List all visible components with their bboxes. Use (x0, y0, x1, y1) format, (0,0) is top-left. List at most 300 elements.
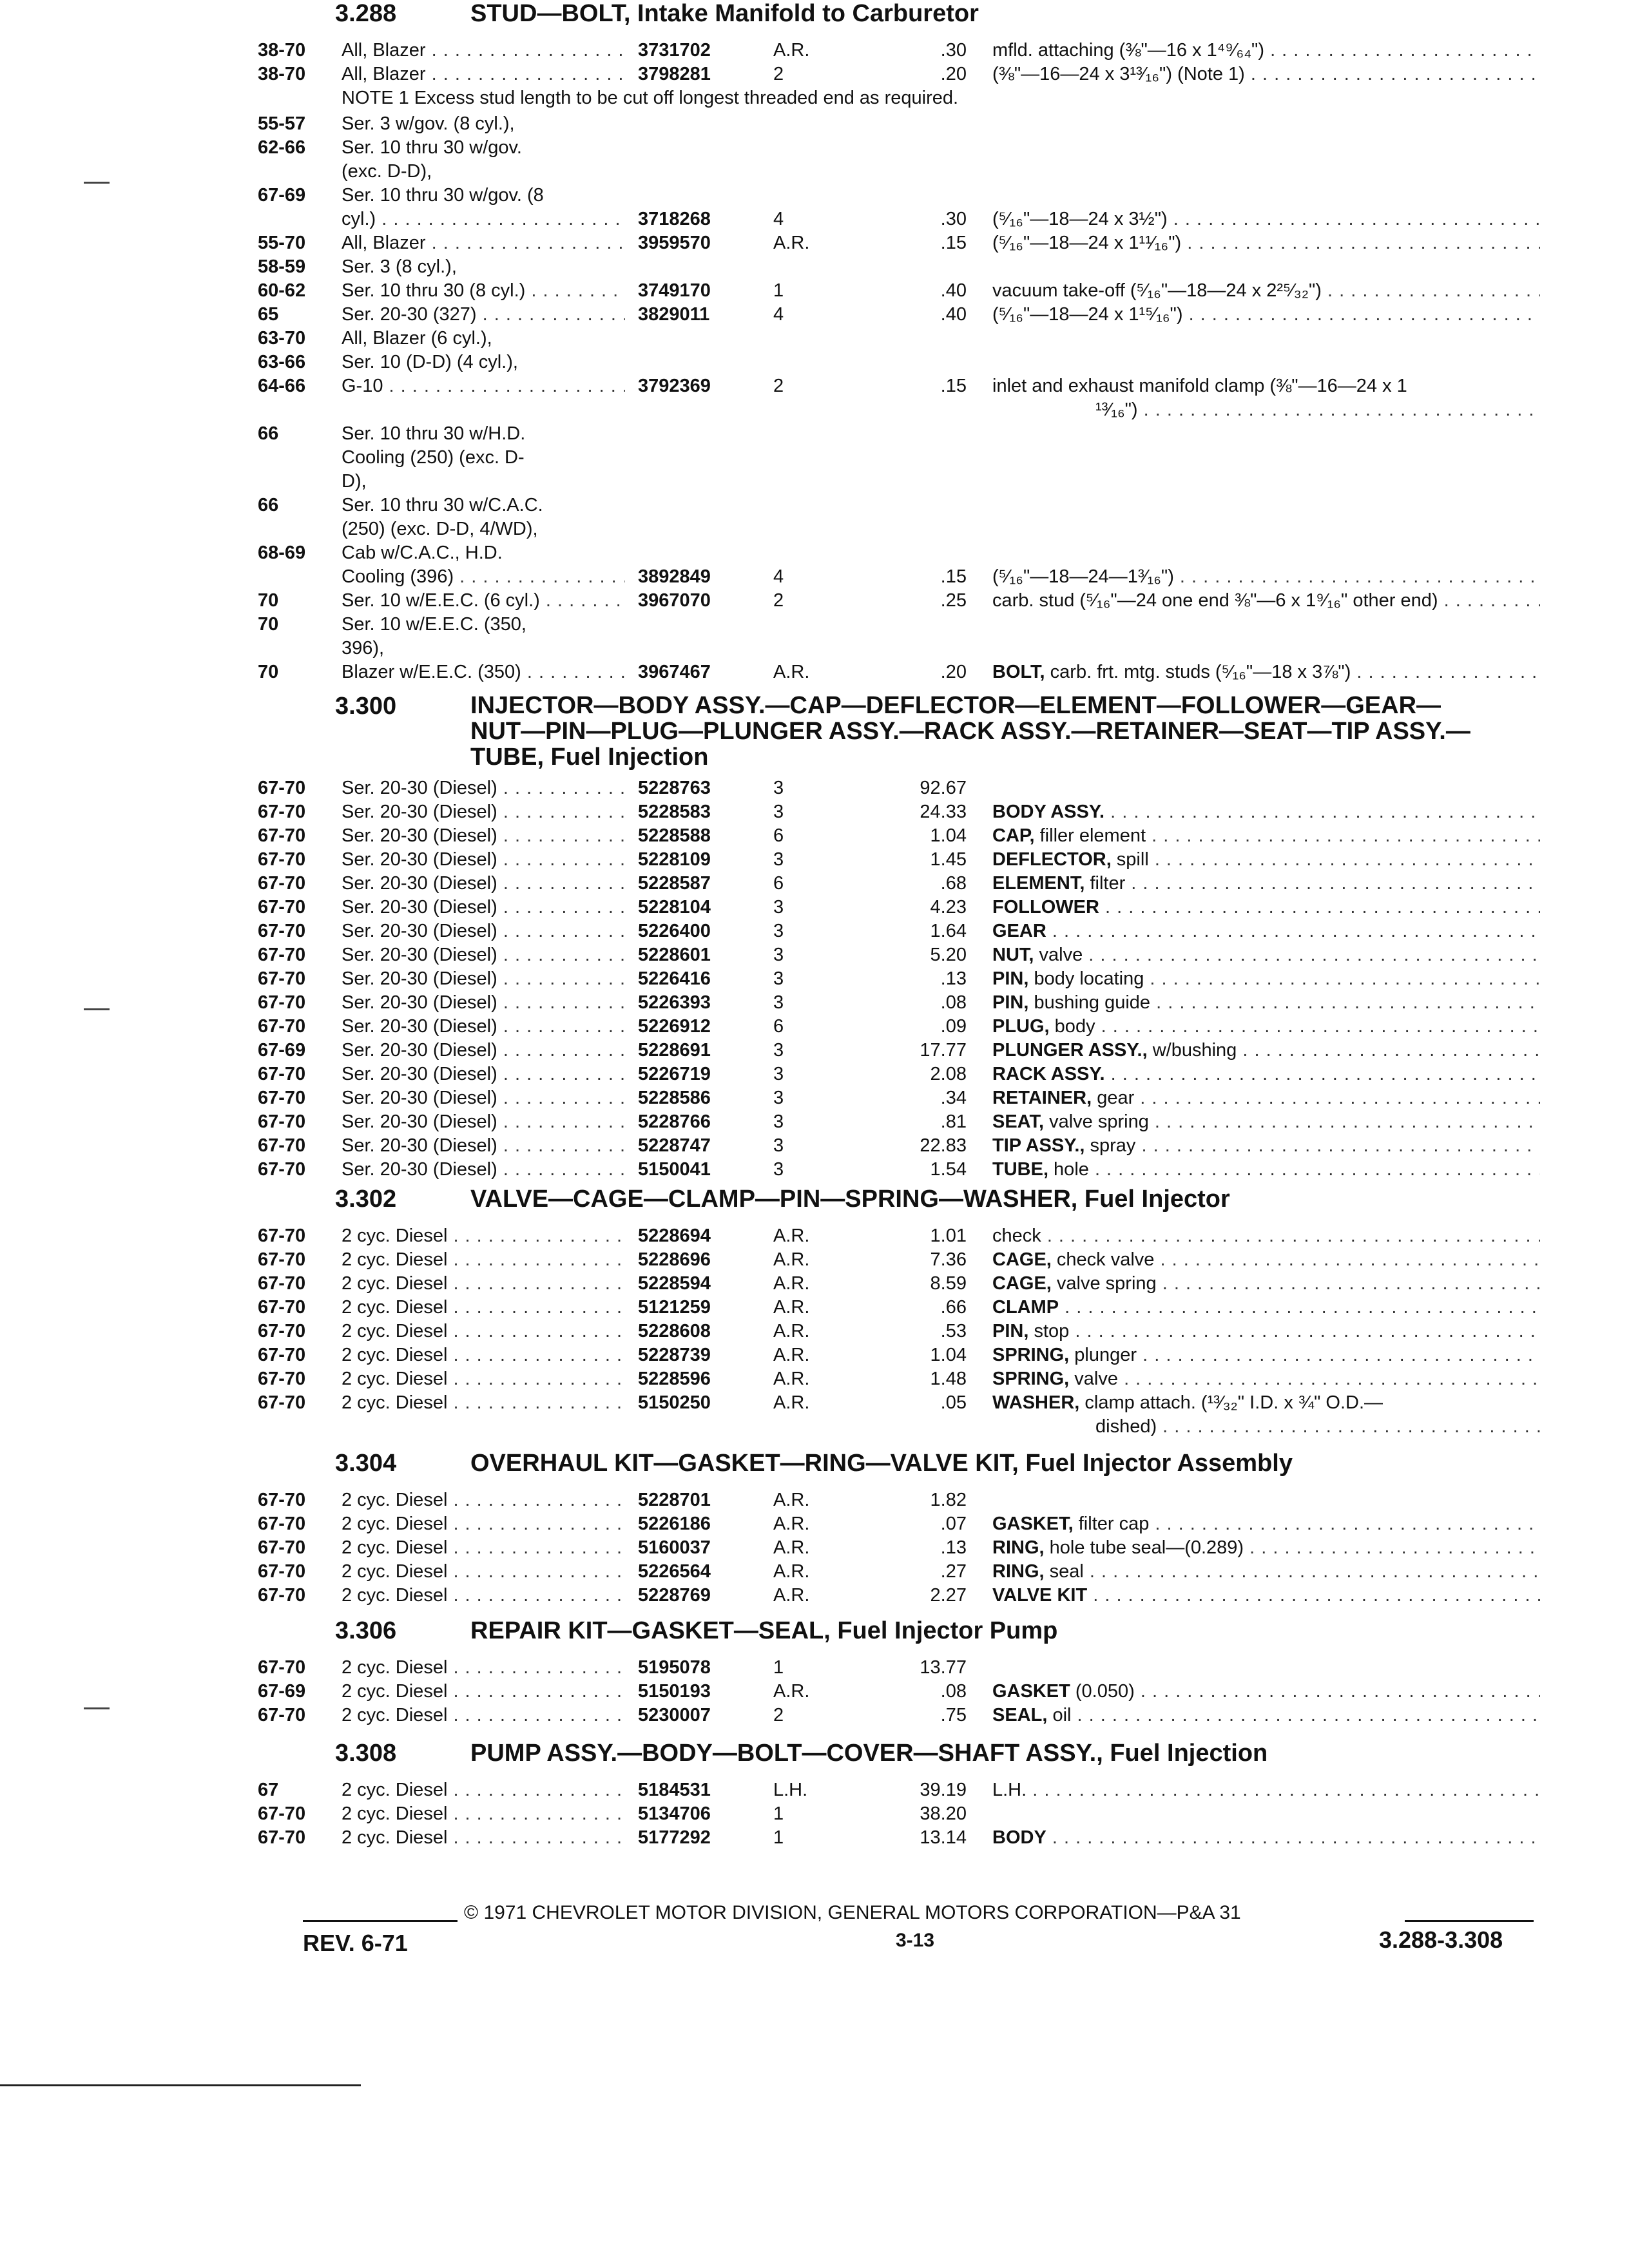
model-description: (exc. D-D), (342, 161, 432, 182)
part-number: 5177292 (638, 1827, 711, 1848)
part-row (258, 136, 1540, 160)
part-detail: filter cap (1073, 1514, 1150, 1534)
quantity: 2 (773, 64, 784, 84)
price: .53 (940, 1321, 967, 1341)
part-detail: body (1049, 1016, 1095, 1037)
part-detail: check valve (1051, 1249, 1155, 1270)
quantity: 3 (773, 1159, 784, 1180)
section-title: INJECTOR—BODY ASSY.—CAP—DEFLECTOR—ELEMENT—FOLLOWER—GEAR—NUT—PIN—PLUG—PLUNGER ASSY.—RACK ASSY.—RETAINER—SEAT—TIP ASSY.—TUBE, Fuel Injection (470, 692, 1470, 771)
part-number: 3749170 (638, 280, 711, 301)
part-row (258, 1512, 1540, 1536)
model-description: 2 cyc. Diesel . . . (342, 1778, 625, 1802)
price: 5.20 (930, 945, 967, 965)
model-description: Ser. 10 w/E.E.C. (350, (342, 614, 526, 635)
part-name: BOLT, (992, 662, 1045, 682)
model-description: Ser. 20-30 (Diesel) . . . (342, 1110, 625, 1134)
part-name: RETAINER, (992, 1088, 1092, 1108)
price: 1.54 (930, 1159, 967, 1180)
price: 1.04 (930, 1345, 967, 1365)
part-row (258, 374, 1540, 422)
part-description (992, 279, 1540, 303)
price: .13 (940, 968, 967, 989)
part-description (992, 374, 1540, 398)
part-name: WASHER, (992, 1392, 1080, 1413)
quantity: 3 (773, 802, 784, 822)
model-description: Ser. 10 w/E.E.C. (6 cyl.) . . . (342, 589, 625, 613)
part-number: 5226416 (638, 968, 711, 989)
part-detail: valve (1034, 945, 1083, 965)
model-description: 2 cyc. Diesel . . . (342, 1224, 625, 1248)
quantity: 2 (773, 590, 784, 611)
part-name: GEAR (992, 921, 1046, 941)
price: 38.20 (920, 1803, 967, 1824)
model-description: 396), (342, 638, 385, 658)
model-year: 68-69 (258, 543, 306, 563)
part-name: RING, (992, 1561, 1045, 1582)
price: 1.48 (930, 1369, 967, 1389)
price: 7.36 (930, 1249, 967, 1270)
model-year: 65 (258, 304, 279, 325)
part-name: TUBE, (992, 1159, 1048, 1180)
part-number: 5160037 (638, 1537, 711, 1558)
part-row (258, 494, 1540, 517)
part-number: 3967070 (638, 590, 711, 611)
part-row (258, 207, 1540, 231)
part-name: DEFLECTOR, (992, 849, 1112, 870)
part-name: FOLLOWER (992, 897, 1099, 918)
part-name: SPRING, (992, 1345, 1070, 1365)
part-number: 5228747 (638, 1135, 711, 1156)
part-description (992, 303, 1540, 327)
part-number: 5228109 (638, 849, 711, 870)
model-year: 67-70 (258, 1159, 306, 1180)
price: .81 (940, 1111, 967, 1132)
section-title: REPAIR KIT—GASKET—SEAL, Fuel Injector Pump (470, 1617, 1058, 1644)
part-detail: (⅜"—16—24 x 3¹³⁄₁₆") (Note 1) (992, 64, 1245, 84)
part-row (258, 1039, 1540, 1062)
part-description (992, 896, 1540, 919)
part-detail: mfld. attaching (⅜"—16 x 1⁴⁹⁄₆₄") (992, 40, 1265, 61)
quantity: 3 (773, 1040, 784, 1061)
price: 2.27 (930, 1585, 967, 1606)
model-year: 70 (258, 614, 279, 635)
model-year: 63-70 (258, 328, 306, 349)
model-description: Ser. 20-30 (Diesel) . . . (342, 1086, 625, 1110)
part-row (258, 255, 1540, 279)
section (258, 693, 1540, 1182)
part-row (258, 1086, 1540, 1110)
part-name: BODY ASSY. (992, 802, 1105, 822)
quantity: 6 (773, 1016, 784, 1037)
part-row (258, 1656, 1540, 1680)
section (258, 1450, 1540, 1608)
quantity: 3 (773, 1088, 784, 1108)
part-row (258, 279, 1540, 303)
part-detail: (⁵⁄₁₆"—18—24—1³⁄₁₆") (992, 566, 1174, 587)
model-description: Ser. 20-30 (Diesel) . . . (342, 1015, 625, 1039)
model-description: Ser. 20-30 (Diesel) . . . (342, 848, 625, 872)
price: .25 (940, 590, 967, 611)
part-description (992, 919, 1540, 943)
part-description (992, 1367, 1540, 1391)
section-number: 3.288 (335, 0, 397, 27)
model-description: Ser. 20-30 (Diesel) . . . (342, 943, 625, 967)
section-title: PUMP ASSY.—BODY—BOLT—COVER—SHAFT ASSY., Fuel Injection (470, 1740, 1268, 1767)
quantity: 1 (773, 1803, 784, 1824)
model-year: 67-70 (258, 1490, 306, 1510)
part-row (258, 1224, 1540, 1248)
part-name: PLUG, (992, 1016, 1050, 1037)
model-description: All, Blazer . . . (342, 231, 625, 255)
part-detail: filter (1084, 873, 1126, 894)
part-detail: valve spring (1044, 1111, 1149, 1132)
part-row (258, 1296, 1540, 1320)
part-row (258, 327, 1540, 351)
part-name: CAP, (992, 825, 1035, 846)
model-description: All, Blazer . . . (342, 39, 625, 62)
price: 1.45 (930, 849, 967, 870)
part-number: 5228104 (638, 897, 711, 918)
price: .30 (940, 209, 967, 229)
part-name: ELEMENT, (992, 873, 1085, 894)
footer-rule-right (1405, 1920, 1534, 1922)
model-description: Ser. 20-30 (Diesel) . . . (342, 991, 625, 1015)
part-description (992, 1343, 1540, 1367)
part-number: 3967467 (638, 662, 711, 682)
note-text: NOTE 1 Excess stud length to be cut off longest threaded end as required. (342, 88, 959, 108)
part-number: 5228739 (638, 1345, 711, 1365)
model-description: Ser. 10 thru 30 w/gov. (8 (342, 185, 544, 206)
quantity: 6 (773, 825, 784, 846)
part-row (258, 1320, 1540, 1343)
model-year: 67-70 (258, 1514, 306, 1534)
footer-page-number: 3-13 (896, 1930, 935, 1951)
part-number: 5228594 (638, 1273, 711, 1294)
price: .15 (940, 376, 967, 396)
part-name: SEAT, (992, 1111, 1045, 1132)
model-year: 67-70 (258, 897, 306, 918)
model-description: 2 cyc. Diesel . . . (342, 1826, 625, 1850)
part-number: 3892849 (638, 566, 711, 587)
model-year: 67-70 (258, 1064, 306, 1084)
model-year: 67-70 (258, 1392, 306, 1413)
model-year: 67-70 (258, 1273, 306, 1294)
model-year: 66 (258, 495, 279, 515)
part-row (258, 517, 1540, 541)
model-year: 67-70 (258, 1369, 306, 1389)
price: .66 (940, 1297, 967, 1318)
part-row (258, 1272, 1540, 1296)
part-name: PLUNGER ASSY., (992, 1040, 1148, 1061)
quantity: A.R. (773, 40, 810, 61)
quantity: A.R. (773, 1225, 810, 1246)
part-description (992, 39, 1540, 62)
part-row (258, 1110, 1540, 1134)
part-detail: seal (1044, 1561, 1084, 1582)
model-description: Ser. 3 w/gov. (8 cyl.), (342, 113, 515, 134)
model-description: Ser. 20-30 (Diesel) . . . (342, 800, 625, 824)
part-description (992, 1680, 1540, 1704)
part-row (258, 1778, 1540, 1802)
model-description: Ser. 10 thru 30 (8 cyl.) . . . (342, 279, 625, 303)
part-description (992, 1134, 1540, 1158)
model-description: G-10 . . . (342, 374, 625, 398)
part-number: 3959570 (638, 233, 711, 253)
model-year: 38-70 (258, 40, 306, 61)
model-description: 2 cyc. Diesel . . . (342, 1536, 625, 1560)
footer-copyright: © 1971 CHEVROLET MOTOR DIVISION, GENERAL MOTORS CORPORATION—P&A 31 (464, 1902, 1241, 1923)
model-year: 67-70 (258, 1297, 306, 1318)
part-description (992, 800, 1540, 824)
margin-mark (84, 1008, 110, 1010)
part-number: 3718268 (638, 209, 711, 229)
part-detail: (0.050) (1070, 1681, 1135, 1702)
model-description: Ser. 10 thru 30 w/C.A.C. (342, 495, 543, 515)
model-description: Cooling (250) (exc. D- (342, 447, 525, 468)
margin-mark (84, 182, 110, 184)
quantity: 2 (773, 1705, 784, 1725)
quantity: A.R. (773, 1345, 810, 1365)
part-row (258, 1158, 1540, 1182)
part-number: 5226186 (638, 1514, 711, 1534)
part-detail: oil (1047, 1705, 1072, 1725)
part-number: 5228608 (638, 1321, 711, 1341)
part-description (992, 1320, 1540, 1343)
model-description: 2 cyc. Diesel . . . (342, 1320, 625, 1343)
model-description: Ser. 20-30 (Diesel) . . . (342, 896, 625, 919)
part-number: 5195078 (638, 1657, 711, 1678)
part-row (258, 1343, 1540, 1367)
part-description (992, 1584, 1540, 1608)
part-detail: L.H. (992, 1780, 1027, 1800)
part-number: 3798281 (638, 64, 711, 84)
quantity: 1 (773, 280, 784, 301)
quantity: A.R. (773, 1681, 810, 1702)
model-year: 67-70 (258, 849, 306, 870)
part-description (992, 848, 1540, 872)
model-description: Ser. 20-30 (Diesel) . . . (342, 1134, 625, 1158)
part-detail: filler element (1034, 825, 1146, 846)
model-description: 2 cyc. Diesel . . . (342, 1680, 625, 1704)
part-number: 5228769 (638, 1585, 711, 1606)
part-number: 5150041 (638, 1159, 711, 1180)
section-header (258, 1186, 1540, 1224)
model-year: 67-70 (258, 1321, 306, 1341)
price: .08 (940, 1681, 967, 1702)
section-number: 3.302 (335, 1186, 397, 1213)
price: 1.82 (930, 1490, 967, 1510)
part-name: PIN, (992, 992, 1029, 1013)
price: 1.04 (930, 825, 967, 846)
price: .15 (940, 566, 967, 587)
quantity: A.R. (773, 1321, 810, 1341)
model-description: 2 cyc. Diesel . . . (342, 1248, 625, 1272)
part-name: GASKET, (992, 1514, 1074, 1534)
model-description: Ser. 20-30 (Diesel) . . . (342, 967, 625, 991)
quantity: 3 (773, 849, 784, 870)
model-year: 67-70 (258, 1345, 306, 1365)
part-row (258, 848, 1540, 872)
quantity: A.R. (773, 1537, 810, 1558)
price: 4.23 (930, 897, 967, 918)
model-year: 67-70 (258, 1249, 306, 1270)
model-year: 38-70 (258, 64, 306, 84)
model-year: 67 (258, 1780, 279, 1800)
part-detail: spill (1111, 849, 1149, 870)
quantity: A.R. (773, 1392, 810, 1413)
part-row (258, 824, 1540, 848)
model-description: All, Blazer . . . (342, 62, 625, 86)
part-row (258, 1488, 1540, 1512)
part-description (992, 1512, 1540, 1536)
part-row (258, 1826, 1540, 1850)
part-description (992, 1158, 1540, 1182)
part-row (258, 967, 1540, 991)
part-number: 5228587 (638, 873, 711, 894)
price: 1.64 (930, 921, 967, 941)
quantity: 4 (773, 304, 784, 325)
part-description (992, 1086, 1540, 1110)
price: .75 (940, 1705, 967, 1725)
quantity: 3 (773, 992, 784, 1013)
price: .20 (940, 64, 967, 84)
footer-rev: REV. 6-71 (303, 1930, 408, 1956)
section (258, 1617, 1540, 1727)
model-description: Ser. 20-30 (Diesel) . . . (342, 1062, 625, 1086)
part-number: 3829011 (638, 304, 710, 325)
model-description: Cooling (396) . . . (342, 565, 625, 589)
model-description: Ser. 20-30 (Diesel) . . . (342, 919, 625, 943)
part-number: 5184531 (638, 1780, 711, 1800)
price: .13 (940, 1537, 967, 1558)
part-name: GASKET (992, 1681, 1070, 1702)
part-detail: (⁵⁄₁₆"—18—24 x 1¹⁵⁄₁₆") (992, 304, 1183, 325)
quantity: 3 (773, 897, 784, 918)
model-year: 67-70 (258, 1225, 306, 1246)
section-title: STUD—BOLT, Intake Manifold to Carburetor (470, 0, 979, 27)
part-description (992, 824, 1540, 848)
model-description: 2 cyc. Diesel . . . (342, 1272, 625, 1296)
part-description (992, 1704, 1540, 1727)
part-description (992, 1391, 1540, 1415)
model-description: cyl.) . . . (342, 207, 625, 231)
part-row (258, 470, 1540, 494)
price: .05 (940, 1392, 967, 1413)
part-row (258, 1367, 1540, 1391)
part-description (992, 1560, 1540, 1584)
model-description: Ser. 10 (D-D) (4 cyl.), (342, 352, 518, 372)
part-row (258, 351, 1540, 374)
section-title: VALVE—CAGE—CLAMP—PIN—SPRING—WASHER, Fuel Injector (470, 1186, 1230, 1213)
price: .09 (940, 1016, 967, 1037)
part-description (992, 1015, 1540, 1039)
part-number: 5150193 (638, 1681, 711, 1702)
part-row (258, 943, 1540, 967)
model-year: 67-70 (258, 1585, 306, 1606)
part-description (992, 1224, 1540, 1248)
part-detail: gear (1092, 1088, 1135, 1108)
quantity: 3 (773, 968, 784, 989)
price: .07 (940, 1514, 967, 1534)
model-year: 67-70 (258, 1657, 306, 1678)
model-year: 67-69 (258, 185, 306, 206)
model-year: 67-70 (258, 945, 306, 965)
part-row (258, 660, 1540, 684)
model-description: Ser. 20-30 (Diesel) . . . (342, 776, 625, 800)
price: 1.01 (930, 1225, 967, 1246)
model-year: 67-70 (258, 921, 306, 941)
model-description: Cab w/C.A.C., H.D. (342, 543, 503, 563)
model-description: 2 cyc. Diesel . . . (342, 1584, 625, 1608)
model-year: 67-70 (258, 1135, 306, 1156)
part-description (992, 1110, 1540, 1134)
part-description (992, 62, 1540, 86)
price: .08 (940, 992, 967, 1013)
part-row (258, 303, 1540, 327)
part-number: 5228596 (638, 1369, 711, 1389)
part-number: 3792369 (638, 376, 711, 396)
model-year: 67-70 (258, 1803, 306, 1824)
part-number: 5121259 (638, 1297, 711, 1318)
part-row (258, 919, 1540, 943)
model-year: 70 (258, 662, 279, 682)
price: 22.83 (920, 1135, 967, 1156)
part-name: SEAL, (992, 1705, 1048, 1725)
section-number: 3.306 (335, 1617, 397, 1644)
part-row (258, 1802, 1540, 1826)
section-number: 3.304 (335, 1450, 397, 1477)
model-year: 58-59 (258, 256, 306, 277)
quantity: L.H. (773, 1780, 808, 1800)
part-description (992, 1296, 1540, 1320)
part-number: 5150250 (638, 1392, 711, 1413)
model-description: Blazer w/E.E.C. (350) . . . (342, 660, 625, 684)
part-detail: bushing guide (1028, 992, 1151, 1013)
part-description (992, 231, 1540, 255)
model-year: 67-70 (258, 1561, 306, 1582)
part-detail: clamp attach. (¹³⁄₃₂" I.D. x ¾" O.D.— (1079, 1392, 1383, 1413)
quantity: 4 (773, 209, 784, 229)
footer-rule-left (303, 1920, 458, 1922)
model-year: 66 (258, 423, 279, 444)
model-description: Ser. 20-30 (Diesel) . . . (342, 824, 625, 848)
model-description: (250) (exc. D-D, 4/WD), (342, 519, 538, 539)
model-description: Ser. 20-30 (Diesel) . . . (342, 1039, 625, 1062)
part-row (258, 872, 1540, 896)
model-description: 2 cyc. Diesel . . . (342, 1802, 625, 1826)
model-year: 67-70 (258, 1827, 306, 1848)
part-row (258, 800, 1540, 824)
model-year: 67-70 (258, 1016, 306, 1037)
part-detail: vacuum take-off (⁵⁄₁₆"—18—24 x 2²⁵⁄₃₂") (992, 280, 1322, 301)
part-row (258, 1062, 1540, 1086)
model-description: 2 cyc. Diesel . . . (342, 1560, 625, 1584)
model-year: 67-69 (258, 1681, 306, 1702)
part-detail: valve (1069, 1369, 1119, 1389)
quantity: 4 (773, 566, 784, 587)
model-year: 67-70 (258, 778, 306, 798)
model-year: 55-70 (258, 233, 306, 253)
part-number: 5228696 (638, 1249, 711, 1270)
model-description: Ser. 20-30 (327) . . . (342, 303, 625, 327)
part-detail: hole tube seal—(0.289) (1044, 1537, 1244, 1558)
part-detail: hole (1048, 1159, 1089, 1180)
quantity: A.R. (773, 1561, 810, 1582)
part-row (258, 112, 1540, 136)
part-row (258, 589, 1540, 613)
model-description: 2 cyc. Diesel . . . (342, 1391, 625, 1415)
part-description (992, 943, 1540, 967)
